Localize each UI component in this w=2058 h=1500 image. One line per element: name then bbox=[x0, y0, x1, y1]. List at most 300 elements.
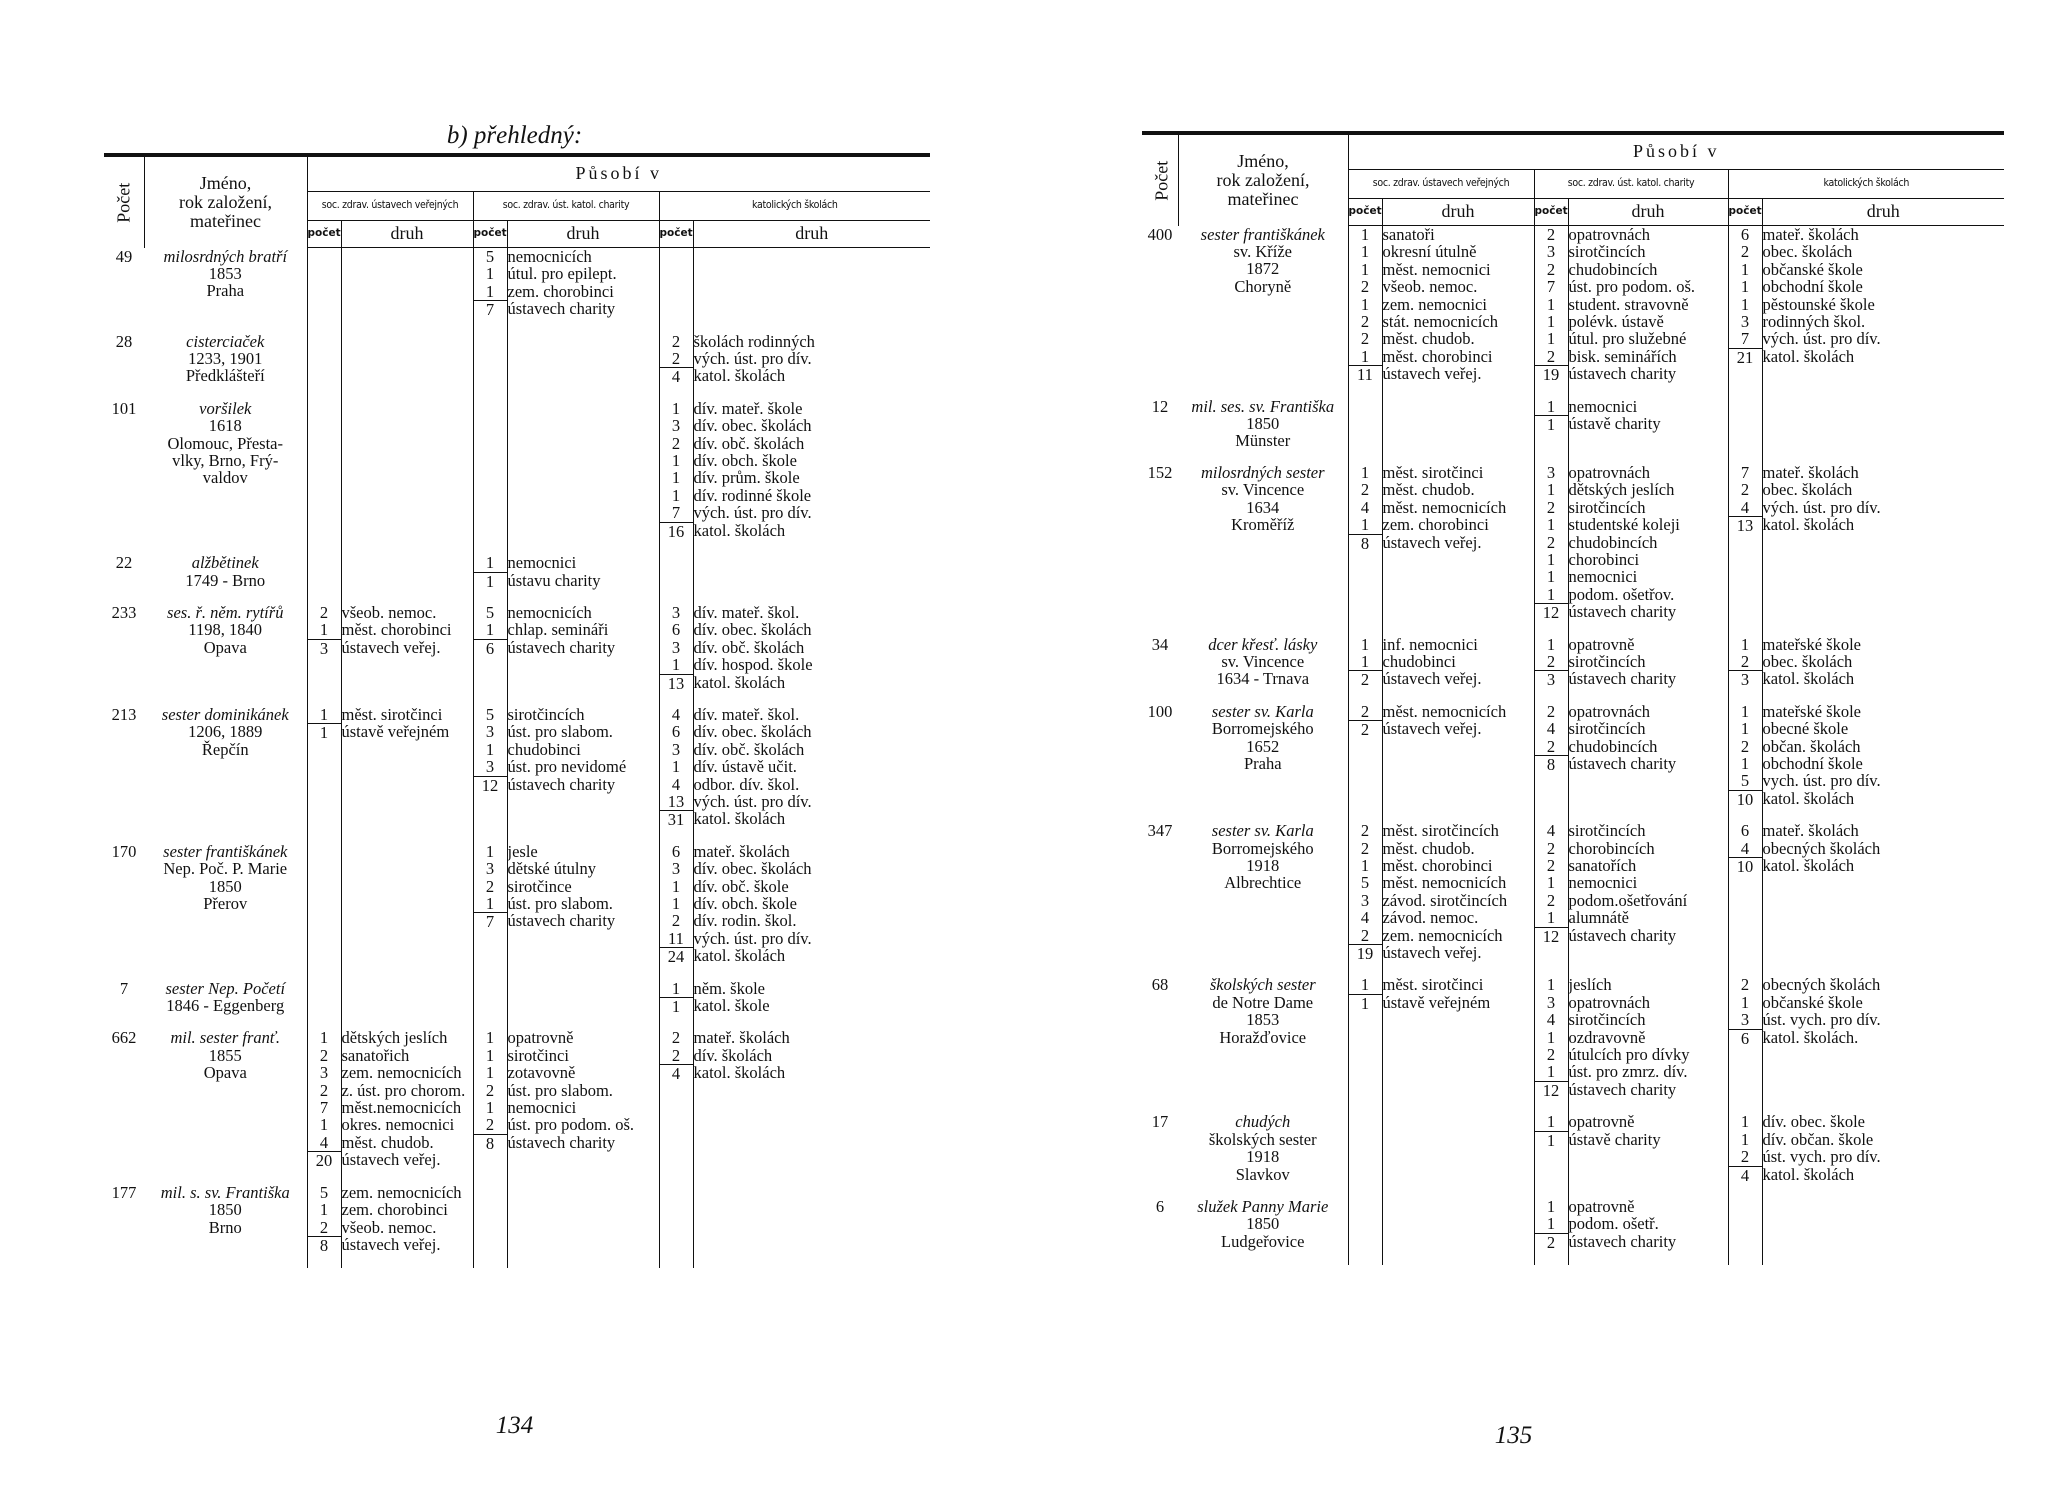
kind-cell bbox=[693, 843, 930, 980]
kind-value: mateř. školách bbox=[693, 841, 790, 861]
kind-value: úst. pro slabom. bbox=[507, 722, 613, 742]
kind-cell bbox=[507, 980, 659, 1030]
count-cell bbox=[1348, 822, 1382, 976]
order-name-line: Brno bbox=[208, 1217, 242, 1237]
kind-value: studentské koleji bbox=[1568, 515, 1680, 535]
count-value: 5 bbox=[1360, 873, 1370, 893]
table-row bbox=[104, 706, 930, 843]
order-name-line: Řepčín bbox=[201, 739, 249, 759]
kind-value: měst. sirotčinci bbox=[1382, 975, 1484, 995]
kind-value: všeob. nemoc. bbox=[341, 602, 437, 622]
order-name-line: 1853 bbox=[208, 263, 242, 283]
kind-cell bbox=[1762, 1198, 2004, 1265]
order-name-cell bbox=[144, 843, 307, 980]
count-cell bbox=[1728, 1113, 1762, 1198]
kind-value: okresní útulně bbox=[1382, 242, 1477, 262]
total-count: 6 bbox=[474, 639, 507, 657]
subheader-druh: druh bbox=[1762, 199, 2004, 226]
kind-cell bbox=[1568, 398, 1728, 464]
order-name-cell bbox=[144, 1184, 307, 1269]
count-cell bbox=[1534, 226, 1568, 398]
count-value: 1 bbox=[671, 468, 681, 488]
count-value: 4 bbox=[319, 1132, 329, 1152]
count-value: 2 bbox=[671, 349, 681, 369]
kind-value: úst. pro podom. oš. bbox=[507, 1115, 635, 1135]
count-value: 1 bbox=[1360, 651, 1370, 671]
kind-cell bbox=[1568, 976, 1728, 1113]
count-value: 2 bbox=[1740, 480, 1750, 500]
count-value: 2 bbox=[1546, 890, 1556, 910]
kind-cell bbox=[507, 248, 659, 333]
total-count: 3 bbox=[1535, 670, 1568, 688]
kind-value: mateřské škole bbox=[1762, 701, 1862, 721]
count-value: 1 bbox=[1360, 259, 1370, 279]
group-header-charity: soc. zdrav. úst. katol. charity bbox=[473, 192, 659, 221]
order-name-line: Münster bbox=[1235, 431, 1291, 451]
kind-value: občanské škole bbox=[1762, 259, 1863, 279]
kind-cell bbox=[693, 1184, 930, 1269]
table-row bbox=[104, 248, 930, 333]
order-name-line: 1206, 1889 bbox=[188, 722, 263, 742]
order-name-line: Opava bbox=[203, 637, 247, 657]
kind-value: sirotčincích bbox=[507, 704, 585, 724]
count-value: 2 bbox=[1360, 821, 1370, 841]
count-cell bbox=[307, 400, 341, 554]
table-row bbox=[1142, 398, 2004, 464]
count-value: 6 bbox=[671, 722, 681, 742]
member-count: 68 bbox=[1151, 975, 1169, 995]
total-count: 4 bbox=[660, 1064, 693, 1082]
count-value: 4 bbox=[1360, 908, 1370, 928]
order-name-cell bbox=[144, 1029, 307, 1183]
count-value: 1 bbox=[485, 553, 495, 573]
count-value: 3 bbox=[671, 637, 681, 657]
total-kind: ústavu charity bbox=[507, 570, 601, 590]
count-value: 3 bbox=[485, 859, 495, 879]
total-kind: ústavě charity bbox=[1568, 414, 1661, 434]
count-value: 2 bbox=[1360, 480, 1370, 500]
order-name-line: 1652 bbox=[1246, 736, 1280, 756]
count-cell bbox=[1534, 398, 1568, 464]
kind-cell bbox=[1382, 1198, 1534, 1265]
total-count: 19 bbox=[1535, 365, 1568, 383]
kind-value: nemocnicích bbox=[507, 247, 592, 266]
kind-value: dětských jeslích bbox=[341, 1028, 448, 1048]
kind-value: úst. pro nevidomé bbox=[507, 757, 627, 777]
count-value: 1 bbox=[1546, 480, 1556, 500]
order-name-cell bbox=[1178, 464, 1348, 636]
count-cell bbox=[659, 400, 693, 554]
kind-cell bbox=[1382, 1113, 1534, 1198]
kind-value: sirotčince bbox=[507, 876, 572, 896]
kind-value: měst. nemocnici bbox=[1382, 259, 1491, 279]
total-kind: katol. školách bbox=[1762, 788, 1855, 808]
order-name-line: 1918 bbox=[1246, 856, 1280, 875]
subheader-pocet: počet bbox=[307, 221, 341, 248]
kind-cell bbox=[1568, 636, 1728, 703]
total-kind: ústavě veřejném bbox=[1382, 992, 1491, 1012]
total-kind: ústavech veřej. bbox=[1382, 719, 1482, 739]
kind-value: mateř. školách bbox=[1762, 821, 1859, 841]
total-kind: katol. školách bbox=[693, 809, 786, 829]
count-value: 1 bbox=[1546, 1214, 1556, 1234]
kind-value: dív. obec. školách bbox=[693, 722, 812, 742]
count-value: 2 bbox=[1740, 651, 1750, 671]
kind-cell bbox=[693, 400, 930, 554]
count-value: 1 bbox=[1740, 753, 1750, 773]
kind-value: opatrovně bbox=[1568, 1196, 1635, 1216]
order-name-line: mil. ses. sv. Františka bbox=[1191, 396, 1335, 416]
kind-value: chudobinci bbox=[1382, 651, 1456, 671]
total-count: 10 bbox=[1729, 790, 1762, 808]
count-value: 1 bbox=[485, 1028, 495, 1048]
count-cell bbox=[659, 1029, 693, 1183]
count-value: 2 bbox=[485, 1080, 495, 1100]
count-value: 1 bbox=[485, 264, 495, 284]
kind-cell bbox=[507, 843, 659, 980]
order-name-line: 1634 - Trnava bbox=[1216, 669, 1310, 689]
subheader-pocet: počet bbox=[1348, 199, 1382, 226]
kind-value: měst. nemocnicích bbox=[1382, 497, 1507, 517]
total-kind: ústavech veřej. bbox=[341, 637, 441, 657]
total-count: 2 bbox=[1349, 670, 1382, 688]
kind-cell bbox=[341, 333, 473, 400]
count-value: 1 bbox=[1740, 1129, 1750, 1149]
count-cell bbox=[1534, 464, 1568, 636]
count-value: 1 bbox=[319, 704, 329, 724]
kind-value: chudobincích bbox=[1568, 736, 1658, 756]
count-cell bbox=[307, 333, 341, 400]
count-value: 3 bbox=[671, 859, 681, 879]
count-value: 1 bbox=[671, 485, 681, 505]
kind-cell bbox=[1568, 464, 1728, 636]
count-value: 1 bbox=[1740, 701, 1750, 721]
order-name-cell bbox=[144, 706, 307, 843]
total-count: 13 bbox=[1729, 516, 1762, 534]
total-kind: ústavech charity bbox=[507, 299, 616, 319]
count-value: 2 bbox=[1546, 225, 1556, 244]
order-name-line: 1850 bbox=[208, 876, 242, 896]
kind-cell bbox=[341, 248, 473, 333]
count-cell bbox=[659, 248, 693, 333]
kind-value: útul. pro epilept. bbox=[507, 264, 617, 284]
count-cell bbox=[1534, 1113, 1568, 1198]
kind-cell bbox=[507, 706, 659, 843]
kind-cell bbox=[693, 333, 930, 400]
kind-cell bbox=[1762, 703, 2004, 822]
count-value: 3 bbox=[671, 602, 681, 622]
kind-value: sirotčinci bbox=[507, 1045, 569, 1065]
order-name-line: chudých bbox=[1235, 1112, 1291, 1132]
count-value: 1 bbox=[1360, 515, 1370, 535]
count-value: 2 bbox=[1546, 701, 1556, 721]
member-count: 22 bbox=[115, 553, 133, 573]
order-name-line: Nep. Poč. P. Marie bbox=[163, 859, 288, 879]
count-cell bbox=[659, 706, 693, 843]
count-value: 2 bbox=[1546, 259, 1556, 279]
order-name-cell bbox=[1178, 1113, 1348, 1198]
kind-value: měst. chudob. bbox=[341, 1132, 434, 1152]
order-name-line: Praha bbox=[206, 281, 245, 301]
order-name-line: ses. ř. něm. rytířů bbox=[167, 602, 284, 622]
count-value: 2 bbox=[1360, 312, 1370, 332]
kind-value: měst. sirotčincích bbox=[1382, 821, 1499, 841]
count-value: 1 bbox=[319, 620, 329, 640]
total-count: 1 bbox=[1349, 994, 1382, 1012]
count-value: 2 bbox=[1360, 838, 1370, 858]
kind-value: opatrovně bbox=[1568, 1112, 1635, 1132]
order-name-line: Kroměříž bbox=[1231, 515, 1295, 535]
order-name-line: Borromejského bbox=[1211, 719, 1314, 739]
order-name-line: milosrdných sester bbox=[1200, 462, 1325, 482]
count-cell bbox=[1728, 703, 1762, 822]
total-kind: ústavech charity bbox=[1568, 1079, 1677, 1099]
count-cell bbox=[473, 400, 507, 554]
total-count: 7 bbox=[474, 912, 507, 930]
group-header-verejne: soc. zdrav. ústavech veřejných bbox=[1348, 170, 1534, 199]
count-value: 2 bbox=[1740, 975, 1750, 995]
count-value: 4 bbox=[1546, 821, 1556, 841]
order-name-line: Opava bbox=[203, 1063, 247, 1083]
kind-value: úst. vych. pro dív. bbox=[1762, 1010, 1881, 1030]
kind-cell bbox=[341, 843, 473, 980]
kind-value: chudobincích bbox=[1568, 259, 1658, 279]
order-name-line: milosrdných bratří bbox=[163, 246, 288, 266]
kind-value: útulcích pro dívky bbox=[1568, 1045, 1690, 1065]
table-row bbox=[104, 400, 930, 554]
total-kind: katol. školách bbox=[693, 946, 786, 966]
kind-value: student. stravovně bbox=[1568, 294, 1689, 314]
count-value: 1 bbox=[671, 978, 681, 998]
count-value: 2 bbox=[319, 1045, 329, 1065]
count-cell bbox=[659, 843, 693, 980]
count-cell bbox=[1534, 703, 1568, 822]
count-value: 2 bbox=[671, 1028, 681, 1048]
total-kind: ústavech veřej. bbox=[341, 1150, 441, 1170]
total-kind: katol. školách bbox=[1762, 346, 1855, 366]
page-number: 135 bbox=[1494, 1422, 1533, 1449]
count-value: 2 bbox=[1740, 736, 1750, 756]
kind-cell bbox=[341, 706, 473, 843]
kind-value: úst. pro slabom. bbox=[507, 894, 613, 913]
count-value: 1 bbox=[485, 1045, 495, 1065]
table-row bbox=[1142, 464, 2004, 636]
total-kind: ústavech veřej. bbox=[1382, 364, 1482, 384]
order-name-cell bbox=[1178, 976, 1348, 1113]
kind-value: alumnátě bbox=[1568, 908, 1629, 928]
kind-cell bbox=[1762, 1113, 2004, 1198]
kind-cell bbox=[507, 333, 659, 400]
table-row bbox=[1142, 226, 2004, 398]
total-count: 12 bbox=[1535, 1081, 1568, 1099]
kind-value: závod. sirotčincích bbox=[1382, 890, 1508, 910]
count-cell bbox=[1728, 976, 1762, 1113]
kind-cell bbox=[1382, 822, 1534, 976]
count-value: 1 bbox=[1546, 1027, 1556, 1047]
kind-value: dív. rodin. škol. bbox=[693, 911, 797, 931]
order-name-line: Praha bbox=[1243, 753, 1282, 773]
subheader-druh: druh bbox=[1382, 199, 1534, 226]
total-kind: ústavech charity bbox=[1568, 925, 1677, 945]
count-value: 1 bbox=[1546, 396, 1556, 416]
kind-cell bbox=[693, 248, 930, 333]
count-value: 4 bbox=[1360, 497, 1370, 517]
kind-value: sanatoři bbox=[1382, 225, 1435, 244]
kind-value: dív. hospod. škole bbox=[693, 655, 813, 675]
total-kind: ústavech veřej. bbox=[1382, 532, 1482, 552]
kind-value: obchodní škole bbox=[1762, 277, 1863, 297]
col-pocet: Počet bbox=[1142, 133, 1178, 226]
order-name-line: 1846 - Eggenberg bbox=[166, 996, 285, 1016]
kind-cell bbox=[341, 400, 473, 554]
order-name-line: 1872 bbox=[1246, 259, 1280, 279]
section-heading: b) přehledný: bbox=[446, 122, 583, 149]
total-kind: ústavech charity bbox=[1568, 602, 1677, 622]
count-value: 3 bbox=[1740, 312, 1750, 332]
member-count: 101 bbox=[111, 398, 137, 418]
count-value: 2 bbox=[1546, 651, 1556, 671]
orders-table-right bbox=[1142, 131, 2004, 1265]
count-value: 2 bbox=[671, 1045, 681, 1065]
order-name-line: 1634 bbox=[1246, 497, 1280, 517]
kind-value: opatrovně bbox=[507, 1028, 574, 1048]
kind-value: zem. chorobinci bbox=[1382, 515, 1489, 535]
col-pusobi: Působí v bbox=[575, 163, 663, 184]
count-value: 7 bbox=[671, 503, 681, 523]
count-value: 1 bbox=[485, 281, 495, 301]
kind-value: měst. chorobinci bbox=[341, 620, 452, 640]
count-value: 1 bbox=[671, 655, 681, 675]
kind-cell bbox=[1762, 976, 2004, 1113]
order-name-cell bbox=[1178, 636, 1348, 703]
total-kind: katol. škole bbox=[693, 996, 770, 1016]
kind-cell bbox=[341, 604, 473, 706]
total-count: 2 bbox=[1349, 720, 1382, 738]
total-kind: katol. školách bbox=[693, 366, 786, 386]
member-count: 233 bbox=[111, 602, 137, 622]
member-count: 213 bbox=[111, 704, 137, 724]
right-page bbox=[1029, 0, 2058, 1500]
member-count: 177 bbox=[111, 1182, 137, 1202]
order-name-cell bbox=[144, 980, 307, 1030]
order-name-line: dcer křesť. lásky bbox=[1208, 634, 1318, 654]
kind-value: zem. chorobinci bbox=[341, 1200, 448, 1220]
order-name-line: sester Nep. Početí bbox=[165, 978, 286, 998]
order-name-line: 1853 bbox=[1246, 1010, 1280, 1030]
count-cell bbox=[1728, 464, 1762, 636]
table-row bbox=[104, 980, 930, 1030]
count-value: 6 bbox=[671, 841, 681, 861]
count-cell bbox=[473, 1029, 507, 1183]
count-value: 5 bbox=[485, 247, 495, 266]
member-count: 152 bbox=[1147, 462, 1173, 482]
kind-value: zem. chorobinci bbox=[507, 281, 614, 301]
group-header-verejne: soc. zdrav. ústavech veřejných bbox=[307, 192, 473, 221]
count-cell bbox=[473, 554, 507, 604]
kind-value: mateřské škole bbox=[1762, 634, 1862, 654]
count-value: 1 bbox=[1546, 584, 1556, 604]
count-cell bbox=[1348, 703, 1382, 822]
count-value: 2 bbox=[319, 602, 329, 622]
count-cell bbox=[1728, 1198, 1762, 1265]
total-kind: ústavech charity bbox=[1568, 669, 1677, 689]
count-value: 5 bbox=[1740, 771, 1750, 791]
kind-value: měst. sirotčinci bbox=[341, 704, 443, 724]
kind-value: dív. obč. školách bbox=[693, 637, 805, 657]
total-kind: ústavech charity bbox=[507, 1132, 616, 1152]
group-header-skoly: katolických školách bbox=[659, 192, 930, 221]
count-value: 1 bbox=[1740, 294, 1750, 314]
count-cell bbox=[307, 248, 341, 333]
kind-cell bbox=[1762, 398, 2004, 464]
kind-value: z. úst. pro chorom. bbox=[341, 1080, 466, 1100]
order-name-line: Albrechtice bbox=[1224, 873, 1302, 893]
count-value: 13 bbox=[667, 791, 685, 811]
kind-value: sirotčincích bbox=[1568, 1010, 1646, 1030]
kind-cell bbox=[1568, 703, 1728, 822]
member-count: 662 bbox=[111, 1028, 137, 1048]
kind-value: vych. úst. pro dív. bbox=[1762, 771, 1881, 791]
kind-value: nemocnicích bbox=[507, 602, 592, 622]
count-value: 4 bbox=[671, 774, 681, 794]
kind-value: jeslích bbox=[1568, 975, 1612, 995]
kind-value: vých. úst. pro dív. bbox=[693, 928, 812, 948]
kind-cell bbox=[507, 400, 659, 554]
count-cell bbox=[473, 1184, 507, 1269]
kind-value: úst. pro podom. oš. bbox=[1568, 277, 1696, 297]
kind-value: rodinných škol. bbox=[1762, 312, 1866, 332]
total-count: 8 bbox=[1349, 534, 1382, 552]
count-value: 1 bbox=[1740, 1112, 1750, 1132]
order-name-line: sester sv. Karla bbox=[1211, 701, 1314, 721]
order-name-line: Předklášteří bbox=[185, 366, 265, 386]
kind-value: dív. mateř. škole bbox=[693, 398, 803, 418]
order-name-line: valdov bbox=[202, 468, 248, 488]
count-value: 1 bbox=[1546, 1112, 1556, 1132]
subheader-pocet: počet bbox=[659, 221, 693, 248]
total-count: 4 bbox=[1729, 1166, 1762, 1184]
count-value: 4 bbox=[671, 704, 681, 724]
table-row bbox=[1142, 1198, 2004, 1265]
count-value: 1 bbox=[485, 1063, 495, 1083]
count-cell bbox=[473, 843, 507, 980]
total-count: 8 bbox=[1535, 755, 1568, 773]
count-value: 1 bbox=[1546, 1062, 1556, 1082]
kind-value: měst. nemocnicích bbox=[1382, 873, 1507, 893]
total-count: 2 bbox=[1535, 1233, 1568, 1251]
kind-value: měst. nemocnicích bbox=[1382, 701, 1507, 721]
count-value: 1 bbox=[1360, 975, 1370, 995]
count-value: 3 bbox=[485, 722, 495, 742]
count-value: 1 bbox=[1740, 277, 1750, 297]
kind-value: dív. školách bbox=[693, 1045, 773, 1065]
count-value: 1 bbox=[1360, 346, 1370, 366]
member-count: 347 bbox=[1147, 821, 1173, 841]
kind-cell bbox=[341, 1029, 473, 1183]
count-value: 1 bbox=[671, 398, 681, 418]
order-name-line: Choryně bbox=[1234, 276, 1292, 296]
kind-value: zem. nemocnicích bbox=[1382, 925, 1503, 945]
count-cell bbox=[1534, 822, 1568, 976]
count-value: 1 bbox=[485, 1098, 495, 1118]
count-value: 1 bbox=[1546, 1196, 1556, 1216]
count-cell bbox=[473, 248, 507, 333]
count-value: 2 bbox=[319, 1080, 329, 1100]
kind-cell bbox=[693, 554, 930, 604]
kind-value: chudobinci bbox=[507, 739, 581, 759]
kind-value: jesle bbox=[507, 841, 538, 861]
total-count: 1 bbox=[1535, 415, 1568, 433]
